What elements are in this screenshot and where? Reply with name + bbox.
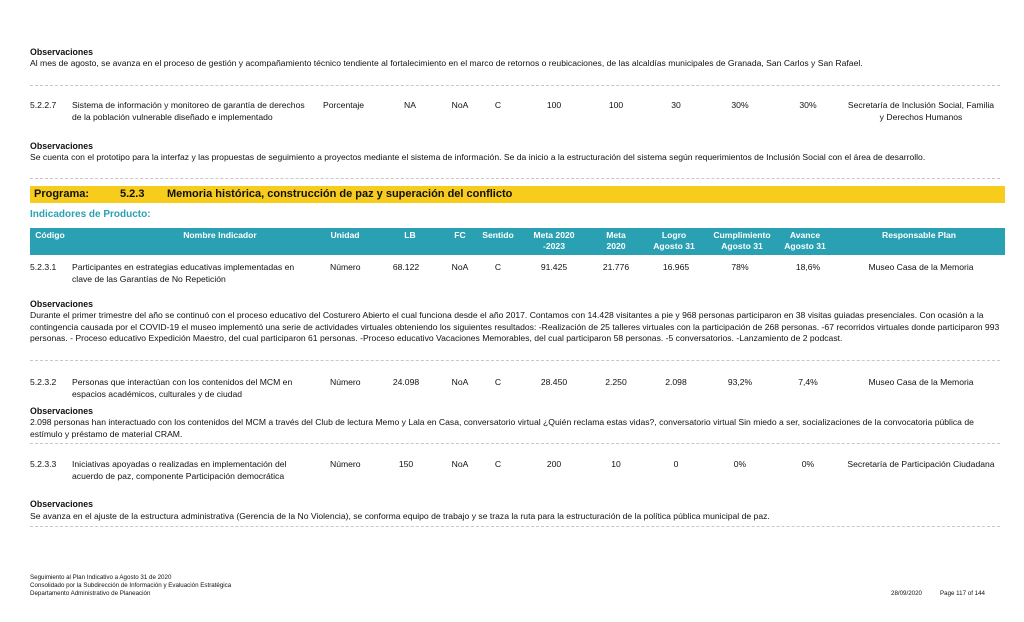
indicator-meta-2020: 10: [611, 459, 621, 469]
indicator-logro: 30: [671, 100, 681, 110]
indicator-meta-cuatrienio: 100: [546, 100, 562, 110]
indicator-responsable: Museo Casa de la Memoria: [868, 262, 974, 272]
indicator-unit: Número: [330, 459, 361, 469]
observations-text: Al mes de agosto, se avanza en el proceso de gestión y acompañamiento técnico tendiente al fortalecimiento en el marco de retornos o reubicaciones, de las alcaldías municipales de Granada, San Carlos y San Rafael.: [30, 58, 863, 68]
indicator-avance: 0%: [801, 459, 815, 469]
program-name: Memoria histórica, construcción de paz y superación del conflicto: [167, 188, 513, 200]
indicator-sentido: C: [494, 377, 502, 387]
indicator-name: Iniciativas apoyadas o realizadas en implementación del acuerdo de paz, componente Participación democrática: [72, 459, 287, 481]
indicator-responsable: Secretaría de Participación Ciudadana: [847, 459, 995, 469]
indicator-cumplimiento: 78%: [731, 262, 749, 272]
program-code: 5.2.3: [120, 188, 145, 200]
indicator-unit: Porcentaje: [323, 100, 365, 110]
indicator-code: 5.2.3.1: [30, 262, 57, 272]
footer-page-number: Page 117 of 144: [940, 590, 985, 597]
footer-line: Consolidado por la Subdirección de Información y Evaluación Estratégica: [30, 582, 232, 589]
observations-text: Durante el primer trimestre del año se continuó con el proceso educativo del Costurero Abierto el cual funciona desde el año 2017. Contamos con 14.428 visitantes a pie y 968 personas participaron en 38 visitas guiadas presenciales. Con ocasión a la contingencia causada por el COVID-19 el museo implementó una serie de actividades virtuales obteniendo los siguientes resultados: -Realización de 25 talleres virtuales con la participación de 268 personas. -67 recorridos virtuales donde participaron 993 personas. - Proceso educativo Expedición Maestro, del cual participaron 61 personas. -Proceso educativo Vacaciones Memorables, del cual participaron 58 personas. -5 conversatorios. -Lanzamiento de 2 podcast.: [30, 310, 1000, 343]
indicator-meta-cuatrienio: 28.450: [540, 377, 568, 387]
observations-text: Se avanza en el ajuste de la estructura administrativa (Gerencia de la No Violencia), se conforma equipo de trabajo y se traza la ruta para la estructuración de la política pública municipal de paz.: [30, 511, 770, 521]
indicator-fc: NoA: [451, 377, 469, 387]
observations-title: Observaciones: [30, 141, 94, 151]
col-header-logro: Logro Agosto 31: [653, 230, 695, 251]
footer-info: [30, 574, 231, 598]
col-header-avance: Avance Agosto 31: [784, 230, 826, 251]
observations-title: Observaciones: [30, 499, 94, 509]
indicator-meta-2020: 100: [608, 100, 624, 110]
observations-title: Observaciones: [30, 47, 94, 57]
indicator-name: Sistema de información y monitoreo de garantía de derechos de la población vulnerable diseñado e implementado: [72, 100, 305, 122]
indicator-name: Personas que interactúan con los contenidos del MCM en espacios académicos, culturales y de ciudad: [72, 377, 293, 399]
indicator-code: 5.2.2.7: [30, 100, 57, 110]
indicator-fc: NoA: [451, 262, 469, 272]
divider: [30, 178, 1000, 179]
indicator-logro: 0: [673, 459, 679, 469]
indicator-responsable: Museo Casa de la Memoria: [868, 377, 974, 387]
footer-date: 28/09/2020: [891, 590, 922, 597]
col-header-lb: LB: [404, 230, 416, 240]
observations-title: Observaciones: [30, 406, 94, 416]
indicator-name: Participantes en estrategias educativas implementadas en clave de las Garantías de No Repetición: [72, 262, 295, 284]
indicator-lb: NA: [404, 100, 416, 110]
indicator-meta-2020: 2.250: [605, 377, 627, 387]
indicator-meta-cuatrienio: 200: [546, 459, 562, 469]
indicator-cumplimiento: 30%: [731, 100, 749, 110]
indicator-cumplimiento: 0%: [733, 459, 747, 469]
indicator-sentido: C: [494, 100, 502, 110]
indicator-code: 5.2.3.3: [30, 459, 57, 469]
program-banner: [30, 186, 1005, 203]
observations-text: 2.098 personas han interactuado con los contenidos del MCM a través del Club de lectura Memo y Lala en Casa, conversatorio virtual ¿Quién reclama estas vidas?, conversatorio virtual Sin miedo a ser, socializaciones de la convocatoria pública de estímulo y préstamo de material CRAM.: [30, 417, 974, 439]
indicator-lb: 68.122: [392, 262, 420, 272]
col-header-meta-cuatrienio: Meta 2020 -2023: [533, 230, 575, 251]
col-header-nombre: Nombre Indicador: [183, 230, 257, 240]
col-header-codigo: Código: [35, 230, 65, 240]
indicator-meta-cuatrienio: 91.425: [540, 262, 568, 272]
indicator-responsable: Secretaría de Inclusión Social, Familia y Derechos Humanos: [847, 100, 995, 122]
footer-line: Departamento Administrativo de Planeación: [30, 590, 151, 597]
indicators-section-title: Indicadores de Producto:: [30, 209, 151, 220]
indicator-unit: Número: [330, 262, 361, 272]
table-header: [30, 228, 1005, 255]
indicator-logro: 16.965: [662, 262, 690, 272]
indicator-sentido: C: [494, 262, 502, 272]
indicator-lb: 150: [398, 459, 414, 469]
indicator-cumplimiento: 93,2%: [727, 377, 753, 387]
indicator-logro: 2.098: [665, 377, 687, 387]
indicator-lb: 24.098: [392, 377, 420, 387]
divider: [30, 526, 1000, 527]
indicator-code: 5.2.3.2: [30, 377, 57, 387]
program-label: Programa:: [34, 188, 90, 200]
col-header-cumplimiento: Cumplimiento Agosto 31: [713, 230, 771, 251]
divider: [30, 85, 1000, 86]
observations-title: Observaciones: [30, 299, 94, 309]
col-header-meta-2020: Meta 2020: [606, 230, 626, 251]
divider: [30, 360, 1000, 361]
indicator-fc: NoA: [451, 459, 469, 469]
divider: [30, 443, 1000, 444]
col-header-unidad: Unidad: [330, 230, 360, 240]
indicator-avance: 7,4%: [798, 377, 818, 387]
indicator-unit: Número: [330, 377, 361, 387]
indicator-avance: 18,6%: [795, 262, 821, 272]
col-header-sentido: Sentido: [482, 230, 514, 240]
col-header-fc: FC: [454, 230, 466, 240]
indicator-meta-2020: 21.776: [602, 262, 630, 272]
observations-text: Se cuenta con el prototipo para la interfaz y las propuestas de seguimiento a proyectos mediante el sistema de información. Se da inicio a la estructuración del sistema según requerimientos de Inclusión Social con el área de desarrollo.: [30, 152, 926, 162]
col-header-responsable: Responsable Plan: [881, 230, 957, 240]
footer-line: Seguimiento al Plan Indicativo a Agosto 31 de 2020: [30, 574, 172, 581]
indicator-sentido: C: [494, 459, 502, 469]
indicator-fc: NoA: [451, 100, 469, 110]
indicator-avance: 30%: [799, 100, 817, 110]
